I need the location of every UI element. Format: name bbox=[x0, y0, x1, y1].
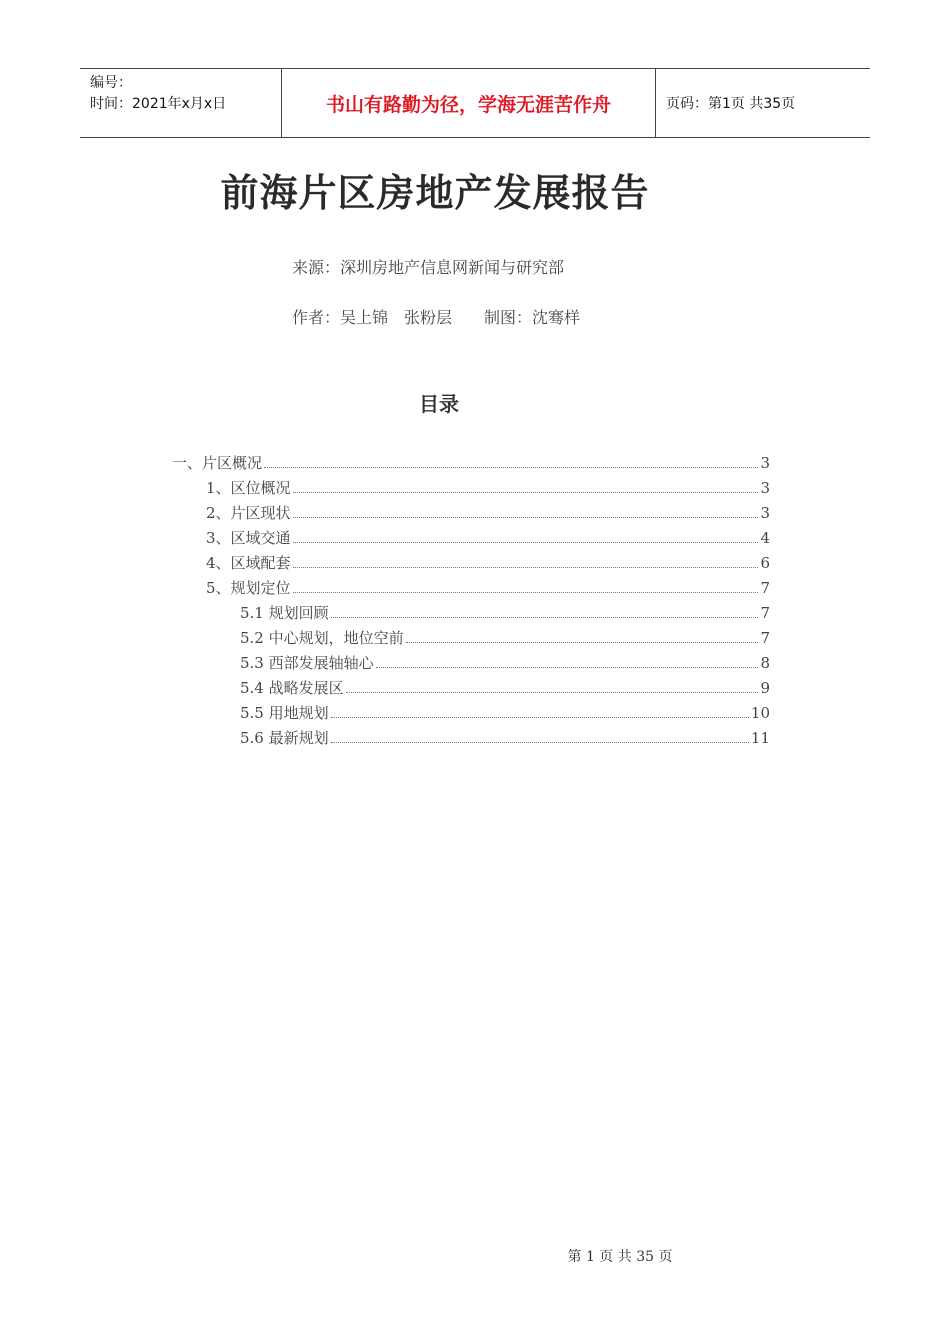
toc-entry-label: 5.3 西部发展轴轴心 bbox=[240, 654, 374, 672]
toc-entry-page: 9 bbox=[760, 679, 770, 697]
toc-leader-dots bbox=[346, 692, 759, 693]
toc-entry-label: 2、片区现状 bbox=[206, 504, 291, 522]
toc-leader-dots bbox=[293, 542, 759, 543]
source-line: 来源：深圳房地产信息网新闻与研究部 bbox=[292, 258, 565, 277]
toc-entry[interactable] bbox=[206, 577, 770, 602]
header-page-cell bbox=[656, 69, 870, 137]
toc-entry[interactable] bbox=[240, 652, 770, 677]
toc-leader-dots bbox=[406, 642, 759, 643]
toc-leader-dots bbox=[293, 592, 759, 593]
toc-leader-dots bbox=[331, 617, 759, 618]
toc-leader-dots bbox=[293, 517, 759, 518]
toc-entry-page: 7 bbox=[760, 604, 770, 622]
toc-entry[interactable] bbox=[206, 552, 770, 577]
toc-entry-page: 3 bbox=[760, 479, 770, 497]
toc-entry-page: 11 bbox=[750, 729, 770, 747]
toc-entry[interactable] bbox=[206, 477, 770, 502]
toc-entry-page: 4 bbox=[760, 529, 770, 547]
header-meta-cell bbox=[80, 69, 282, 137]
toc-entry-label: 5.2 中心规划，地位空前 bbox=[240, 629, 404, 647]
toc-entry-label: 5.6 最新规划 bbox=[240, 729, 329, 747]
toc-leader-dots bbox=[264, 467, 758, 468]
toc-entry-page: 3 bbox=[760, 504, 770, 522]
toc-leader-dots bbox=[293, 567, 759, 568]
document-header bbox=[80, 68, 870, 138]
page-info: 页码：第1页 共35页 bbox=[666, 96, 796, 112]
toc-leader-dots bbox=[376, 667, 759, 668]
toc-entry-label: 3、区域交通 bbox=[206, 529, 291, 547]
toc-entry[interactable] bbox=[240, 627, 770, 652]
toc-entry-page: 6 bbox=[760, 554, 770, 572]
toc-entry-label: 5.5 用地规划 bbox=[240, 704, 329, 722]
toc-entry-label: 5、规划定位 bbox=[206, 579, 291, 597]
toc-leader-dots bbox=[293, 492, 759, 493]
toc-entry[interactable] bbox=[240, 727, 770, 752]
toc-entry[interactable] bbox=[240, 677, 770, 702]
toc-entry-label: 1、区位概况 bbox=[206, 479, 291, 497]
footer-page-number: 第 1 页 共 35 页 bbox=[567, 1249, 673, 1265]
toc-entry-label: 5.4 战略发展区 bbox=[240, 679, 344, 697]
toc-entry[interactable] bbox=[206, 527, 770, 552]
header-motto-cell bbox=[282, 69, 656, 137]
authors-line: 作者：吴上锦 张粉层 制图：沈骞样 bbox=[292, 308, 581, 327]
toc-entry[interactable] bbox=[240, 702, 770, 727]
motto-text: 书山有路勤为径，学海无涯苦作舟 bbox=[325, 93, 611, 116]
toc-entry-page: 7 bbox=[760, 579, 770, 597]
toc-heading: 目录 bbox=[419, 392, 459, 416]
toc-leader-dots bbox=[331, 717, 749, 718]
toc-entry-page: 10 bbox=[750, 704, 770, 722]
toc-entry-page: 3 bbox=[760, 454, 770, 472]
toc-entry[interactable] bbox=[206, 502, 770, 527]
number-label: 编号： bbox=[90, 75, 132, 91]
time-label: 时间：2021年x月x日 bbox=[90, 96, 227, 112]
toc-entry-label: 5.1 规划回顾 bbox=[240, 604, 329, 622]
toc-entry[interactable] bbox=[172, 452, 770, 477]
toc-entry[interactable] bbox=[240, 602, 770, 627]
page-footer bbox=[0, 1246, 950, 1266]
toc-entry-page: 7 bbox=[760, 629, 770, 647]
toc-entry-label: 4、区域配套 bbox=[206, 554, 291, 572]
toc-entry-page: 8 bbox=[760, 654, 770, 672]
toc-entry-label: 一、片区概况 bbox=[172, 454, 263, 472]
toc-leader-dots bbox=[331, 742, 749, 743]
document-title: 前海片区房地产发展报告 bbox=[220, 171, 650, 215]
